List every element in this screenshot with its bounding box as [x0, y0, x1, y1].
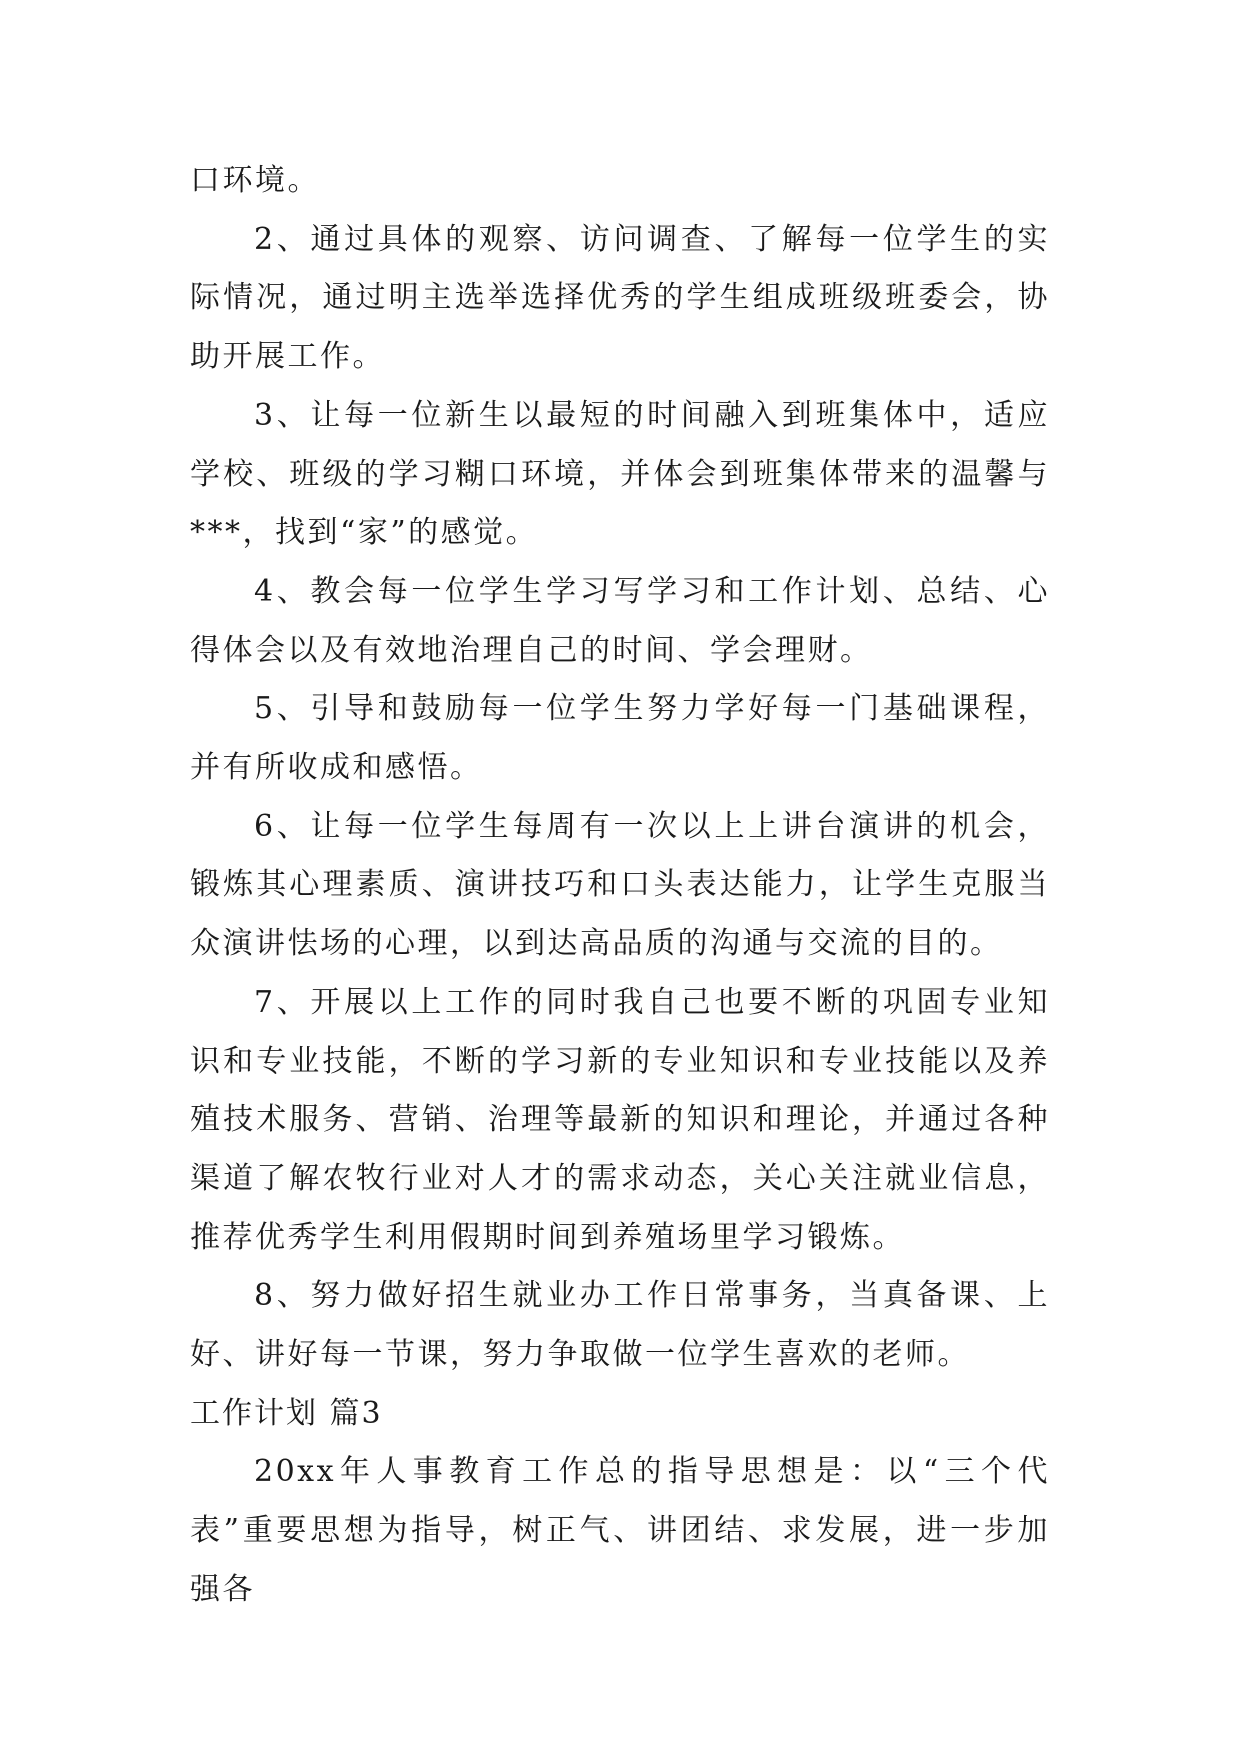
- paragraph-continuation: 口环境。: [190, 163, 320, 198]
- paragraph-item-2: 2、通过具体的观察、访问调查、了解每一位学生的实际情况，通过明主选举选择优秀的学生组成班级班委会，协助开展工作。: [190, 221, 1050, 375]
- paragraph-item-6: 6、让每一位学生每周有一次以上上讲台演讲的机会，锻炼其心理素质、演讲技巧和口头表达能力，让学生克服当众演讲怯场的心理，以到达高品质的沟通与交流的目的。: [190, 808, 1050, 962]
- section-heading: 工作计划 篇3: [190, 1395, 383, 1431]
- closing-paragraph: 20xx年人事教育工作总的指导思想是：以“三个代表”重要思想为指导，树正气、讲团结、求发展，进一步加强各: [190, 1454, 1050, 1607]
- paragraph-item-5: 5、引导和鼓励每一位学生努力学好每一门基础课程，并有所收成和感悟。: [190, 691, 1050, 786]
- paragraph-item-4: 4、教会每一位学生学习写学习和工作计划、总结、心得体会以及有效地治理自己的时间、学会理财。: [190, 573, 1050, 668]
- paragraph-item-8: 8、努力做好招生就业办工作日常事务，当真备课、上好、讲好每一节课，努力争取做一位学生喜欢的老师。: [190, 1278, 1050, 1373]
- document-body: [190, 152, 1050, 1620]
- paragraph-item-3: 3、让每一位新生以最短的时间融入到班集体中，适应学校、班级的学习糊口环境，并体会到班集体带来的温馨与***，找到“家”的感觉。: [190, 397, 1050, 551]
- paragraph-item-7: 7、开展以上工作的同时我自己也要不断的巩固专业知识和专业技能，不断的学习新的专业知识和专业技能以及养殖技术服务、营销、治理等最新的知识和理论，并通过各种渠道了解农牧行业对人才的需求动态，关心关注就业信息，推荐优秀学生利用假期时间到养殖场里学习锻炼。: [190, 984, 1050, 1255]
